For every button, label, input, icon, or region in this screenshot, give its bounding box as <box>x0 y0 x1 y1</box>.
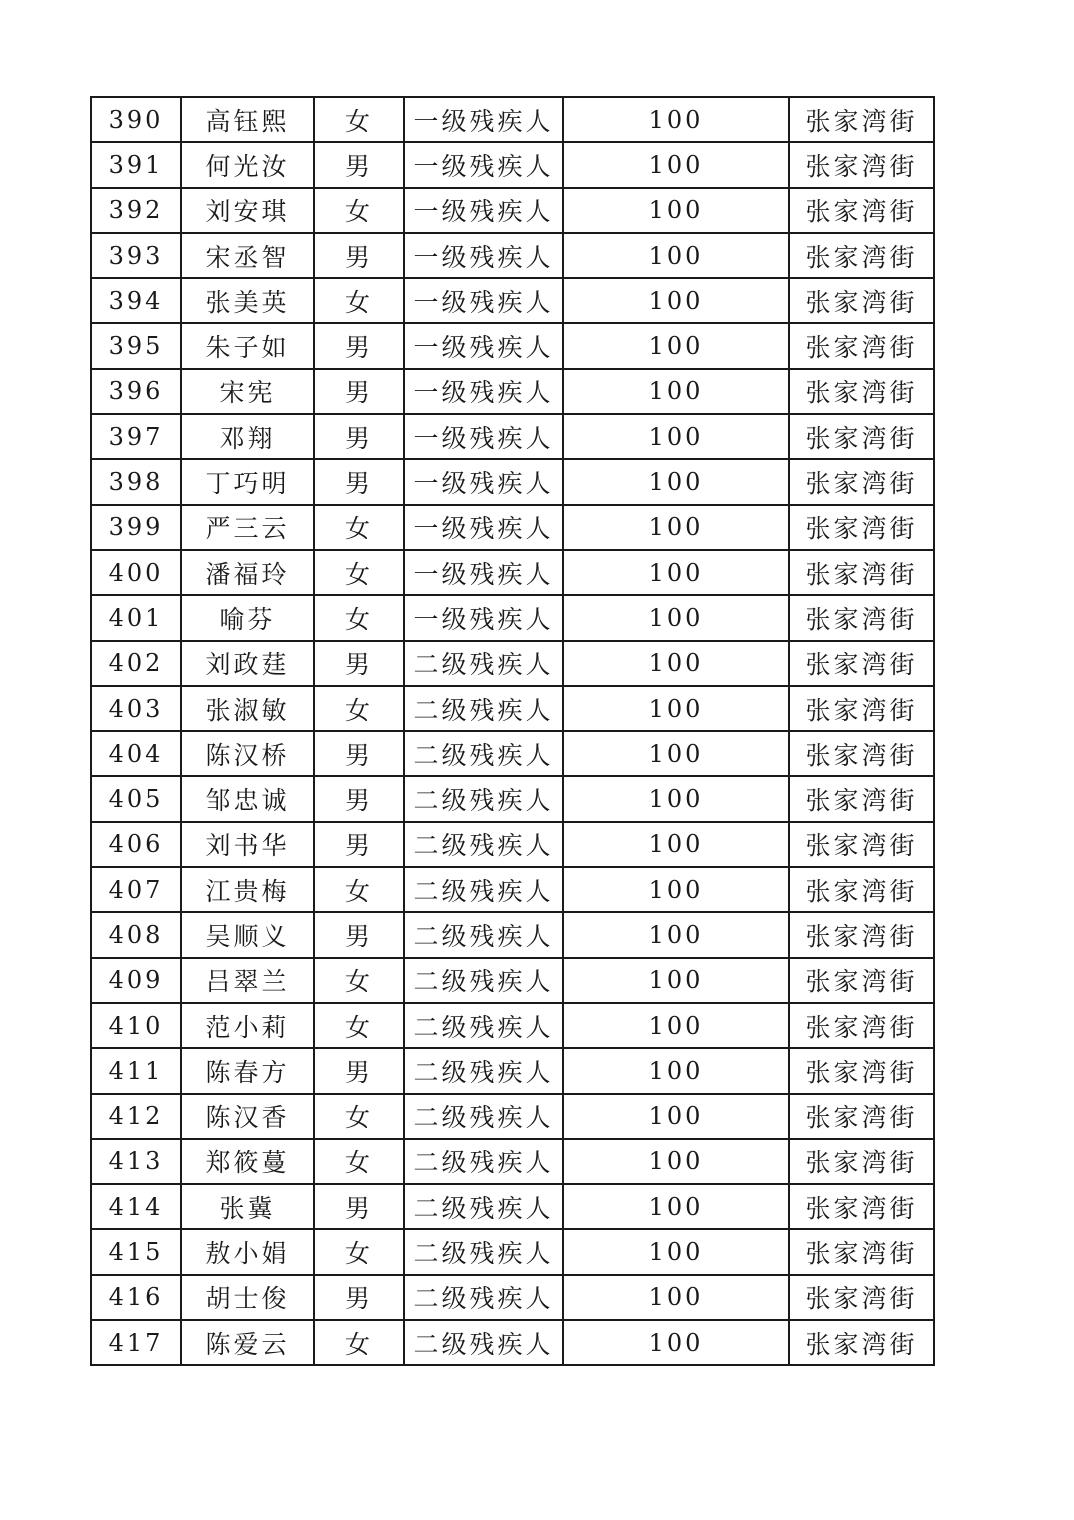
street-cell: 张家湾街 <box>789 1184 934 1229</box>
street-cell: 张家湾街 <box>789 1229 934 1274</box>
table-row <box>91 686 934 731</box>
roster-body <box>91 97 934 1365</box>
person-name-cell: 吴顺义 <box>181 912 314 957</box>
row-number-cell: 414 <box>91 1184 181 1229</box>
amount-cell: 100 <box>563 1320 789 1365</box>
amount-cell: 100 <box>563 1139 789 1184</box>
disability-category-cell: 二级残疾人 <box>404 686 563 731</box>
table-row <box>91 867 934 912</box>
row-number-cell: 406 <box>91 822 181 867</box>
gender-cell: 女 <box>314 1003 404 1048</box>
person-name-cell: 刘书华 <box>181 822 314 867</box>
amount-cell: 100 <box>563 550 789 595</box>
row-number-cell: 416 <box>91 1275 181 1320</box>
amount-cell: 100 <box>563 1003 789 1048</box>
disability-category-cell: 二级残疾人 <box>404 1320 563 1365</box>
disability-category-cell: 二级残疾人 <box>404 1003 563 1048</box>
gender-cell: 男 <box>314 369 404 414</box>
person-name-cell: 陈春方 <box>181 1048 314 1093</box>
gender-cell: 女 <box>314 1139 404 1184</box>
amount-cell: 100 <box>563 1094 789 1139</box>
amount-cell: 100 <box>563 1048 789 1093</box>
amount-cell: 100 <box>563 731 789 776</box>
table-row <box>91 912 934 957</box>
gender-cell: 女 <box>314 505 404 550</box>
table-row <box>91 1184 934 1229</box>
gender-cell: 男 <box>314 1275 404 1320</box>
person-name-cell: 陈爱云 <box>181 1320 314 1365</box>
table-row <box>91 822 934 867</box>
person-name-cell: 张冀 <box>181 1184 314 1229</box>
street-cell: 张家湾街 <box>789 1003 934 1048</box>
disability-category-cell: 一级残疾人 <box>404 142 563 187</box>
table-row <box>91 550 934 595</box>
street-cell: 张家湾街 <box>789 822 934 867</box>
amount-cell: 100 <box>563 1229 789 1274</box>
row-number-cell: 407 <box>91 867 181 912</box>
person-name-cell: 范小莉 <box>181 1003 314 1048</box>
street-cell: 张家湾街 <box>789 188 934 233</box>
person-name-cell: 吕翠兰 <box>181 958 314 1003</box>
person-name-cell: 刘安琪 <box>181 188 314 233</box>
person-name-cell: 喻芬 <box>181 595 314 640</box>
table-row <box>91 1229 934 1274</box>
gender-cell: 女 <box>314 686 404 731</box>
gender-cell: 男 <box>314 1048 404 1093</box>
street-cell: 张家湾街 <box>789 912 934 957</box>
gender-cell: 女 <box>314 1094 404 1139</box>
disability-category-cell: 一级残疾人 <box>404 369 563 414</box>
street-cell: 张家湾街 <box>789 1048 934 1093</box>
street-cell: 张家湾街 <box>789 97 934 142</box>
disability-category-cell: 一级残疾人 <box>404 97 563 142</box>
person-name-cell: 陈汉桥 <box>181 731 314 776</box>
row-number-cell: 405 <box>91 776 181 821</box>
gender-cell: 女 <box>314 958 404 1003</box>
amount-cell: 100 <box>563 958 789 1003</box>
street-cell: 张家湾街 <box>789 731 934 776</box>
person-name-cell: 邓翔 <box>181 414 314 459</box>
amount-cell: 100 <box>563 686 789 731</box>
row-number-cell: 394 <box>91 278 181 323</box>
table-row <box>91 1275 934 1320</box>
gender-cell: 男 <box>314 731 404 776</box>
disability-category-cell: 二级残疾人 <box>404 1184 563 1229</box>
person-name-cell: 郑筱蔓 <box>181 1139 314 1184</box>
table-row <box>91 1139 934 1184</box>
gender-cell: 女 <box>314 550 404 595</box>
gender-cell: 女 <box>314 1320 404 1365</box>
gender-cell: 女 <box>314 278 404 323</box>
row-number-cell: 417 <box>91 1320 181 1365</box>
row-number-cell: 390 <box>91 97 181 142</box>
person-name-cell: 敖小娟 <box>181 1229 314 1274</box>
person-name-cell: 陈汉香 <box>181 1094 314 1139</box>
gender-cell: 女 <box>314 867 404 912</box>
row-number-cell: 415 <box>91 1229 181 1274</box>
person-name-cell: 刘政莛 <box>181 641 314 686</box>
person-name-cell: 张淑敏 <box>181 686 314 731</box>
table-row <box>91 958 934 1003</box>
table-row <box>91 1048 934 1093</box>
table-row <box>91 459 934 504</box>
row-number-cell: 391 <box>91 142 181 187</box>
disability-category-cell: 二级残疾人 <box>404 912 563 957</box>
gender-cell: 女 <box>314 1229 404 1274</box>
disability-category-cell: 二级残疾人 <box>404 731 563 776</box>
row-number-cell: 401 <box>91 595 181 640</box>
disability-category-cell: 二级残疾人 <box>404 641 563 686</box>
person-name-cell: 胡士俊 <box>181 1275 314 1320</box>
disability-category-cell: 一级残疾人 <box>404 323 563 368</box>
disability-category-cell: 二级残疾人 <box>404 822 563 867</box>
row-number-cell: 402 <box>91 641 181 686</box>
row-number-cell: 395 <box>91 323 181 368</box>
disability-category-cell: 二级残疾人 <box>404 867 563 912</box>
row-number-cell: 400 <box>91 550 181 595</box>
row-number-cell: 408 <box>91 912 181 957</box>
street-cell: 张家湾街 <box>789 595 934 640</box>
amount-cell: 100 <box>563 142 789 187</box>
row-number-cell: 396 <box>91 369 181 414</box>
gender-cell: 男 <box>314 641 404 686</box>
person-name-cell: 宋丞智 <box>181 233 314 278</box>
table-row <box>91 731 934 776</box>
amount-cell: 100 <box>563 1184 789 1229</box>
amount-cell: 100 <box>563 97 789 142</box>
street-cell: 张家湾街 <box>789 459 934 504</box>
gender-cell: 男 <box>314 142 404 187</box>
person-name-cell: 江贵梅 <box>181 867 314 912</box>
person-name-cell: 张美英 <box>181 278 314 323</box>
disability-category-cell: 二级残疾人 <box>404 1229 563 1274</box>
gender-cell: 男 <box>314 414 404 459</box>
person-name-cell: 宋宪 <box>181 369 314 414</box>
table-row <box>91 233 934 278</box>
person-name-cell: 高钰熙 <box>181 97 314 142</box>
amount-cell: 100 <box>563 459 789 504</box>
amount-cell: 100 <box>563 867 789 912</box>
gender-cell: 女 <box>314 97 404 142</box>
street-cell: 张家湾街 <box>789 867 934 912</box>
table-row <box>91 505 934 550</box>
row-number-cell: 411 <box>91 1048 181 1093</box>
disability-category-cell: 一级残疾人 <box>404 278 563 323</box>
person-name-cell: 朱子如 <box>181 323 314 368</box>
disability-category-cell: 一级残疾人 <box>404 233 563 278</box>
table-row <box>91 188 934 233</box>
amount-cell: 100 <box>563 369 789 414</box>
table-row <box>91 97 934 142</box>
street-cell: 张家湾街 <box>789 1094 934 1139</box>
amount-cell: 100 <box>563 912 789 957</box>
street-cell: 张家湾街 <box>789 958 934 1003</box>
street-cell: 张家湾街 <box>789 776 934 821</box>
amount-cell: 100 <box>563 595 789 640</box>
amount-cell: 100 <box>563 641 789 686</box>
amount-cell: 100 <box>563 278 789 323</box>
amount-cell: 100 <box>563 188 789 233</box>
row-number-cell: 392 <box>91 188 181 233</box>
street-cell: 张家湾街 <box>789 278 934 323</box>
table-row <box>91 369 934 414</box>
table-row <box>91 1003 934 1048</box>
table-row <box>91 278 934 323</box>
table-row <box>91 776 934 821</box>
gender-cell: 男 <box>314 459 404 504</box>
disability-category-cell: 一级残疾人 <box>404 188 563 233</box>
street-cell: 张家湾街 <box>789 550 934 595</box>
disability-category-cell: 一级残疾人 <box>404 505 563 550</box>
row-number-cell: 409 <box>91 958 181 1003</box>
street-cell: 张家湾街 <box>789 142 934 187</box>
gender-cell: 男 <box>314 1184 404 1229</box>
disability-category-cell: 二级残疾人 <box>404 1139 563 1184</box>
person-name-cell: 何光汝 <box>181 142 314 187</box>
disability-category-cell: 一级残疾人 <box>404 459 563 504</box>
street-cell: 张家湾街 <box>789 505 934 550</box>
person-name-cell: 丁巧明 <box>181 459 314 504</box>
street-cell: 张家湾街 <box>789 414 934 459</box>
gender-cell: 女 <box>314 595 404 640</box>
disability-category-cell: 一级残疾人 <box>404 595 563 640</box>
person-name-cell: 严三云 <box>181 505 314 550</box>
amount-cell: 100 <box>563 822 789 867</box>
street-cell: 张家湾街 <box>789 1320 934 1365</box>
disability-category-cell: 二级残疾人 <box>404 776 563 821</box>
table-row <box>91 1094 934 1139</box>
row-number-cell: 397 <box>91 414 181 459</box>
table-row <box>91 323 934 368</box>
disability-category-cell: 二级残疾人 <box>404 1094 563 1139</box>
row-number-cell: 398 <box>91 459 181 504</box>
disability-category-cell: 一级残疾人 <box>404 550 563 595</box>
table-row <box>91 1320 934 1365</box>
street-cell: 张家湾街 <box>789 369 934 414</box>
amount-cell: 100 <box>563 414 789 459</box>
amount-cell: 100 <box>563 233 789 278</box>
row-number-cell: 413 <box>91 1139 181 1184</box>
street-cell: 张家湾街 <box>789 323 934 368</box>
row-number-cell: 399 <box>91 505 181 550</box>
roster-table <box>90 96 935 1366</box>
gender-cell: 男 <box>314 822 404 867</box>
person-name-cell: 邹忠诚 <box>181 776 314 821</box>
disability-category-cell: 二级残疾人 <box>404 958 563 1003</box>
gender-cell: 男 <box>314 776 404 821</box>
amount-cell: 100 <box>563 505 789 550</box>
row-number-cell: 393 <box>91 233 181 278</box>
table-row <box>91 641 934 686</box>
disability-category-cell: 一级残疾人 <box>404 414 563 459</box>
table-row <box>91 142 934 187</box>
street-cell: 张家湾街 <box>789 233 934 278</box>
row-number-cell: 404 <box>91 731 181 776</box>
gender-cell: 男 <box>314 323 404 368</box>
gender-cell: 男 <box>314 233 404 278</box>
disability-category-cell: 二级残疾人 <box>404 1048 563 1093</box>
street-cell: 张家湾街 <box>789 1139 934 1184</box>
gender-cell: 男 <box>314 912 404 957</box>
street-cell: 张家湾街 <box>789 641 934 686</box>
amount-cell: 100 <box>563 776 789 821</box>
amount-cell: 100 <box>563 323 789 368</box>
table-row <box>91 595 934 640</box>
person-name-cell: 潘福玲 <box>181 550 314 595</box>
street-cell: 张家湾街 <box>789 686 934 731</box>
disability-category-cell: 二级残疾人 <box>404 1275 563 1320</box>
table-row <box>91 414 934 459</box>
row-number-cell: 403 <box>91 686 181 731</box>
row-number-cell: 412 <box>91 1094 181 1139</box>
street-cell: 张家湾街 <box>789 1275 934 1320</box>
gender-cell: 女 <box>314 188 404 233</box>
amount-cell: 100 <box>563 1275 789 1320</box>
row-number-cell: 410 <box>91 1003 181 1048</box>
